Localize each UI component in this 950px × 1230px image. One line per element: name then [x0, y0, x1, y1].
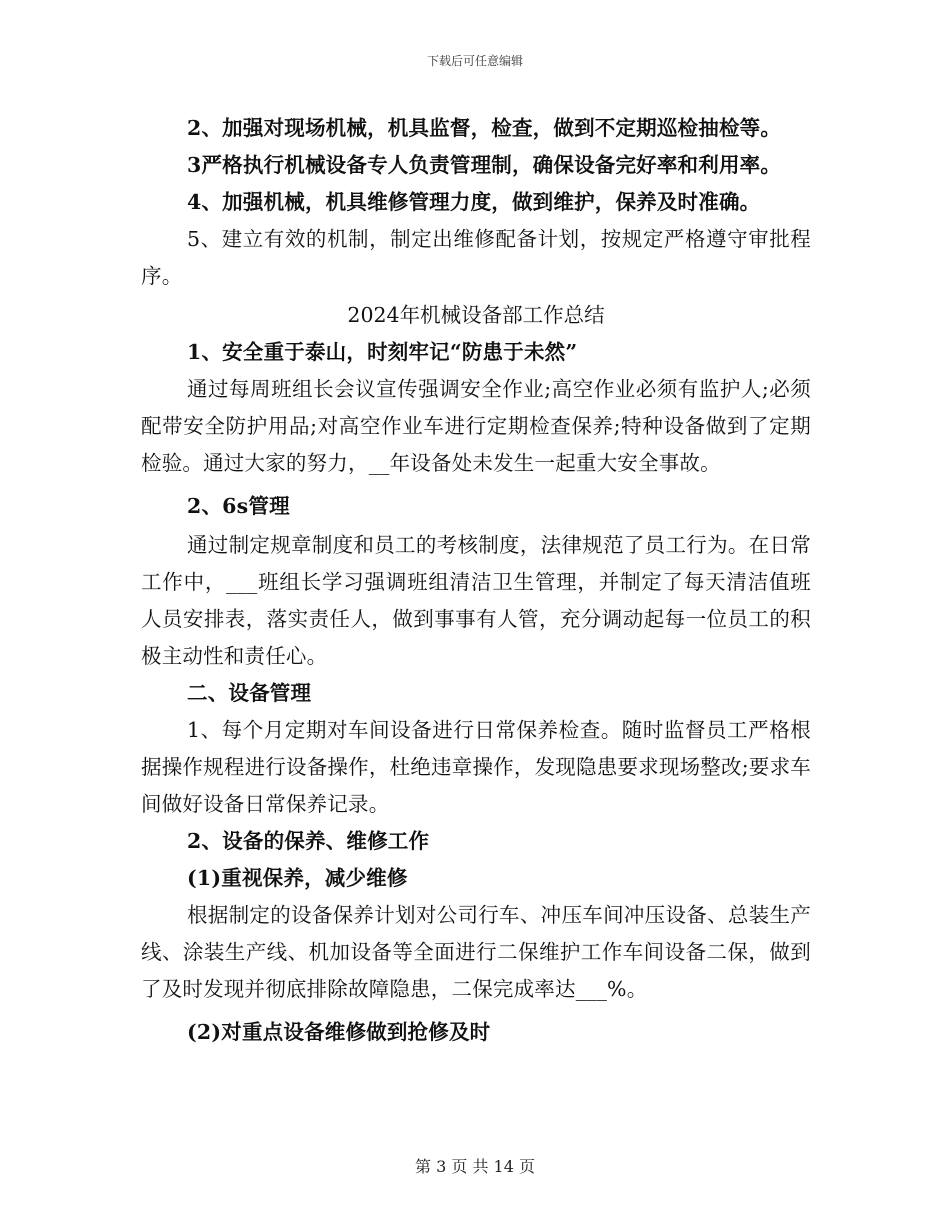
subheading-maintenance-2: (2)对重点设备维修做到抢修及时: [187, 1020, 491, 1044]
heading-safety: 1、安全重于泰山，时刻牢记“防患于未然”: [187, 340, 578, 364]
paragraph-safety: 通过每周班组长会议宣传强调安全作业;高空作业必须有监护人;必须配带安全防护用品;对高空作业车进行定期检查保养;特种设备做到了定期检验。通过大家的努力，__年设备处未发生一起重大安全事故。: [141, 377, 811, 475]
heading-6s: 2、6s管理: [187, 494, 290, 518]
paragraph-monthly-inspection: 1、每个月定期对车间设备进行日常保养检查。随时监督员工严格根据操作规程进行设备操作，杜绝违章操作，发现隐患要求现场整改;要求车间做好设备日常保养记录。: [141, 718, 811, 816]
paragraph-6s: 通过制定规章制度和员工的考核制度，法律规范了员工行为。在日常工作中，___班组长学习强调班组清洁卫生管理，并制定了每天清洁值班人员安排表，落实责任人，做到事事有人管，充分调动起每一位员工的积极主动性和责任心。: [141, 533, 811, 668]
list-item-3: 3严格执行机械设备专人负责管理制，确保设备完好率和利用率。: [187, 153, 782, 177]
page-number: 第 3 页 共 14 页: [415, 1157, 535, 1176]
page-header-note: 下载后可任意编辑: [426, 54, 523, 68]
list-item-5: 5、建立有效的机制，制定出维修配备计划，按规定严格遵守审批程序。: [141, 227, 811, 288]
heading-equipment-management: 二、设备管理: [187, 681, 312, 705]
list-item-2: 2、加强对现场机械，机具监督，检查，做到不定期巡检抽检等。: [187, 116, 782, 140]
section-title: 2024年机械设备部工作总结: [347, 303, 605, 327]
subheading-maintenance-1: (1)重视保养，减少维修: [187, 866, 408, 890]
list-item-4: 4、加强机械，机具维修管理力度，做到维护，保养及时准确。: [187, 190, 761, 214]
heading-maintenance: 2、设备的保养、维修工作: [187, 829, 430, 853]
paragraph-maintenance-plan: 根据制定的设备保养计划对公司行车、冲压车间冲压设备、总装生产线、涂装生产线、机加设备等全面进行二保维护工作车间设备二保，做到了及时发现并彻底排除故障隐患，二保完成率达___%。: [141, 903, 811, 1001]
document-body: [141, 110, 811, 1051]
